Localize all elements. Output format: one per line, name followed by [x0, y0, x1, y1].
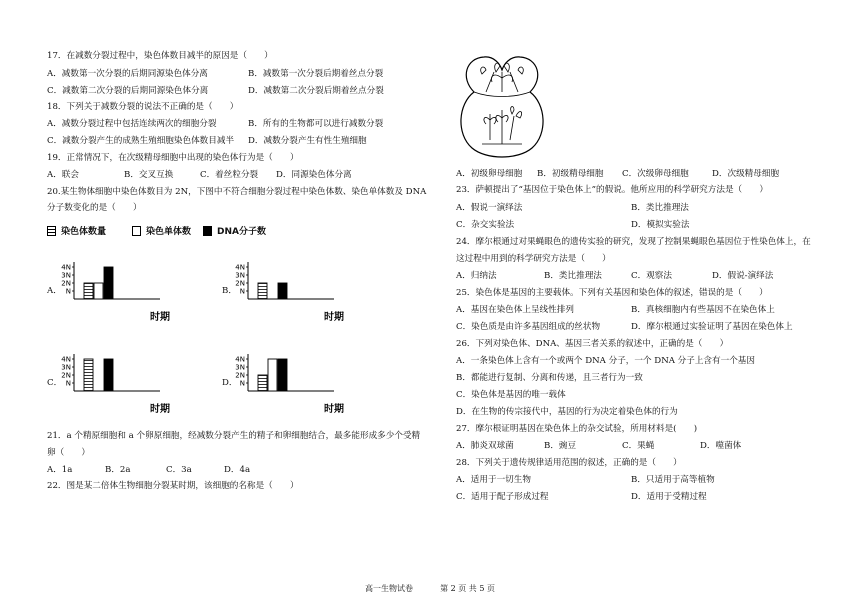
q24-option-b: B．类比推理法 [544, 271, 602, 281]
bar-dna [278, 283, 287, 299]
q28-option-a: A．适用于一切生物 [456, 475, 531, 485]
q17-option-b: B．减数第一次分裂后期着丝点分裂 [248, 69, 384, 79]
bar-chromatid [94, 283, 103, 299]
y-tick-label: 4N [61, 263, 71, 272]
cell-division-diagram [452, 48, 552, 160]
legend-chromosome-label: 染色体数量 [61, 227, 107, 237]
q26-option-b: B．都能进行复制、分离和传递，且三者行为一致 [456, 373, 643, 383]
y-tick-label: N [239, 379, 245, 388]
footer-page-number: 第 2 页 共 5 页 [440, 584, 495, 593]
y-tick-label: 3N [61, 363, 71, 372]
q19-option-c: C．着丝粒分裂 [200, 170, 259, 180]
bar-dna [278, 359, 287, 391]
q27-option-b: B．豌豆 [544, 441, 577, 451]
q19-option-d: D．同源染色体分离 [276, 170, 352, 180]
bar-chromatid [268, 359, 277, 391]
legend-dna [203, 224, 266, 237]
y-tick-label: 4N [235, 263, 245, 272]
q26-stem: 26．下列对染色体、DNA、基因三者关系的叙述中，正确的是（ ） [456, 339, 729, 349]
footer-subject: 高一生物试卷 [365, 584, 413, 593]
y-tick-label: 4N [235, 355, 245, 364]
q24-stem-line2: 这过程中用到的科学研究方法是（ ） [456, 254, 611, 264]
q20-stem-line1: 20.某生物体细胞中染色体数目为 2N，下图中不符合细胞分裂过程中染色体数、染色单体数及 DNA [47, 187, 427, 197]
q27-option-d: D．噬菌体 [700, 441, 742, 451]
q19-option-b: B．交叉互换 [124, 170, 174, 180]
legend-swatch-black [203, 226, 212, 236]
bar-chromosome [84, 359, 93, 391]
q23-option-c: C．杂交实验法 [456, 220, 515, 230]
y-tick-label: N [239, 287, 245, 296]
q22-option-c: C．次级卵母细胞 [622, 169, 689, 179]
legend-dna-label: DNA分子数 [217, 227, 266, 237]
y-tick-label: 3N [235, 271, 245, 280]
q24-option-a: A．归纳法 [456, 271, 497, 281]
chart-a-label: A． [47, 286, 62, 296]
bar-chromosome [84, 283, 93, 299]
q28-option-c: C．适用于配子形成过程 [456, 492, 549, 502]
q20-stem-line2: 分子数变化的是（ ） [47, 203, 142, 213]
x-axis-label: 时期 [324, 404, 344, 415]
q22-stem: 22．图是某二倍体生物细胞分裂某时期，该细胞的名称是（ ） [47, 481, 299, 491]
chart-d-label: D． [222, 378, 238, 388]
q19-stem: 19．正常情况下，在次级精母细胞中出现的染色体行为是（ ） [47, 153, 299, 163]
q28-option-b: B．只适用于高等植物 [631, 475, 715, 485]
legend-chromatid [132, 224, 191, 237]
bar-dna [104, 359, 113, 391]
y-tick-label: N [65, 287, 71, 296]
q22-option-b: B．初级精母细胞 [537, 169, 604, 179]
q23-option-d: D．模拟实验法 [631, 220, 690, 230]
q21-option-c: C．3a [166, 465, 192, 475]
q24-stem-line1: 24．摩尔根通过对果蝇眼色的遗传实验的研究，发现了控制果蝇眼色基因位于性染色体上，在 [456, 237, 811, 247]
legend-chromosome [47, 224, 106, 237]
legend-swatch-white [132, 226, 141, 236]
x-axis-label: 时期 [324, 312, 344, 323]
q28-option-d: D．适用于受精过程 [631, 492, 707, 502]
q24-option-c: C．观察法 [631, 271, 672, 281]
legend-chromatid-label: 染色单体数 [146, 227, 192, 237]
q21-option-a: A．1a [47, 465, 73, 475]
q25-stem: 25．染色体是基因的主要载体。下列有关基因和染色体的叙述，错误的是（ ） [456, 288, 768, 298]
chart-c [60, 350, 200, 422]
y-tick-label: 2N [235, 371, 245, 380]
y-tick-label: 2N [61, 371, 71, 380]
q21-option-b: B．2a [105, 465, 131, 475]
bar-dna [104, 267, 113, 299]
legend-swatch-striped [47, 226, 56, 236]
y-tick-label: 4N [61, 355, 71, 364]
q25-option-b: B．真核细胞内有些基因不在染色体上 [631, 305, 775, 315]
q18-option-a: A．减数分裂过程中包括连续两次的细胞分裂 [47, 119, 217, 129]
chart-b [234, 258, 374, 330]
q21-stem-line1: 21．a 个精原细胞和 a 个卵原细胞，经减数分裂产生的精子和卵细胞结合，最多能形成多少个受精 [47, 431, 421, 441]
y-tick-label: N [65, 379, 71, 388]
y-tick-label: 3N [61, 271, 71, 280]
chart-b-label: B． [222, 286, 237, 296]
q17-option-c: C．减数第二次分裂的后期同源染色体分离 [47, 86, 209, 96]
x-axis-label: 时期 [150, 404, 170, 415]
q18-option-b: B．所有的生物都可以进行减数分裂 [248, 119, 384, 129]
q17-option-d: D．减数第二次分裂后期着丝点分裂 [248, 86, 384, 96]
q17-stem: 17．在减数分裂过程中，染色体数目减半的原因是（ ） [47, 51, 273, 61]
bar-chromosome [258, 283, 267, 299]
q17-option-a: A．减数第一次分裂的后期同源染色体分离 [47, 69, 208, 79]
q27-stem: 27．摩尔根证明基因在染色体上的杂交试验，所用材料是( ) [456, 424, 698, 434]
q22-option-d: D．次级精母细胞 [712, 169, 780, 179]
q25-option-c: C．染色质是由许多基因组成的丝状物 [456, 322, 601, 332]
x-axis-label: 时期 [150, 312, 170, 323]
chart-d [234, 350, 374, 422]
q21-stem-line2: 卵（ ） [47, 448, 90, 458]
q18-stem: 18．下列关于减数分裂的说法不正确的是（ ） [47, 102, 239, 112]
q26-option-c: C．染色体是基因的唯一载体 [456, 390, 566, 400]
y-tick-label: 2N [61, 279, 71, 288]
y-tick-label: 3N [235, 363, 245, 372]
q26-option-a: A．一条染色体上含有一个或两个 DNA 分子，一个 DNA 分子上含有一个基因 [456, 356, 755, 366]
q27-option-a: A．肺炎双球菌 [456, 441, 514, 451]
q24-option-d: D．假说-演绎法 [712, 271, 774, 281]
q26-option-d: D．在生物的传宗接代中，基因的行为决定着染色体的行为 [456, 407, 678, 417]
q22-option-a: A．初级卵母细胞 [456, 169, 523, 179]
page-footer [0, 583, 860, 594]
q23-option-a: A．假说一演绎法 [456, 203, 523, 213]
y-tick-label: 2N [235, 279, 245, 288]
q21-option-d: D．4a [224, 465, 251, 475]
q18-option-d: D．减数分裂产生有性生殖细胞 [248, 136, 367, 146]
chart-a [60, 258, 200, 330]
q19-option-a: A．联会 [47, 170, 79, 180]
q25-option-d: D．摩尔根通过实验证明了基因在染色体上 [631, 322, 793, 332]
chart-c-label: C． [47, 378, 63, 388]
bar-chromosome [258, 375, 267, 391]
q23-option-b: B．类比推理法 [631, 203, 689, 213]
q27-option-c: C．果蝇 [622, 441, 655, 451]
q23-stem: 23．萨顿提出了“基因位于染色体上”的假说。他所应用的科学研究方法是（ ） [456, 185, 768, 195]
q28-stem: 28．下列关于遗传规律适用范围的叙述，正确的是（ ） [456, 458, 682, 468]
q18-option-c: C．减数分裂产生的成熟生殖细胞染色体数目减半 [47, 136, 235, 146]
q25-option-a: A．基因在染色体上呈线性排列 [456, 305, 574, 315]
